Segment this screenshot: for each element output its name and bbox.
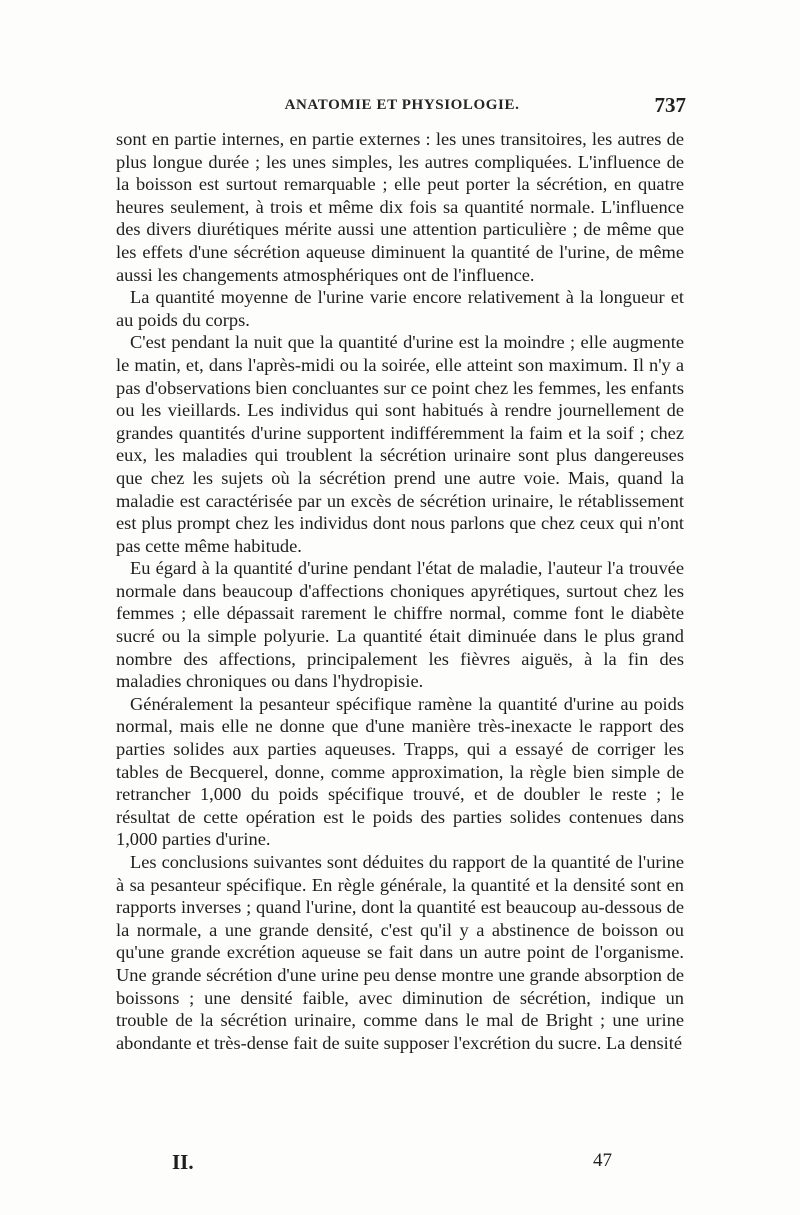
paragraph-2: La quantité moyenne de l'urine varie encore relativement à la longueur et au poids du corps.: [116, 287, 684, 330]
paragraph-1: sont en partie internes, en partie externes : les unes transitoires, les autres de plus longue durée ; les unes simples, les autres compliquées. L'influence de la boisson est surtout remarquable ; elle peut porter la sécrétion, en quatre heures seulement, à trois et même dix fois sa quantité normale. L'influence des divers diurétiques mérite aussi une attention particulière ; de même que les effets d'une sécrétion aqueuse diminuent la quantité de l'urine, de même aussi les changements atmosphériques ont de l'influence.: [116, 129, 684, 285]
page-number: 737: [654, 93, 686, 117]
volume-mark: II.: [172, 1150, 194, 1174]
paragraph-3: C'est pendant la nuit que la quantité d'urine est la moindre ; elle augmente le matin, et, dans l'après-midi ou la soirée, elle atteint son maximum. Il n'y a pas d'observations bien concluantes sur ce point chez les femmes, les enfants ou les vieillards. Les individus qui sont habitués à rendre journellement de grandes quantités d'urine supportent indifféremment la faim et la soif ; chez eux, les maladies qui troublent la sécrétion urinaire sont plus dangereuses que chez les sujets où la sécrétion prend une autre voie. Mais, quand la maladie est caractérisée par un excès de sécrétion urinaire, le rétablissement est plus prompt chez les individus dont nous parlons que chez ceux qui n'ont pas cette même habitude.: [116, 332, 684, 556]
running-title: ANATOMIE ET PHYSIOLOGIE.: [284, 97, 520, 113]
paragraph-4: Eu égard à la quantité d'urine pendant l'état de maladie, l'auteur l'a trouvée normale dans beaucoup d'affections choniques apyrétiques, surtout chez les femmes ; elle dépassait rarement le chiffre normal, comme font le diabète sucré ou la simple polyurie. La quantité était diminuée dans le plus grand nombre des affections, principalement les fièvres aiguës, à la fin des maladies chroniques ou dans l'hydropisie.: [116, 558, 684, 692]
page-footer: [172, 1150, 612, 1180]
paragraph-6: Les conclusions suivantes sont déduites du rapport de la quantité de l'urine à sa pesanteur spécifique. En règle générale, la quantité et la densité sont en rapports inverses ; quand l'urine, dont la quantité est beaucoup au-dessous de la normale, a une grande densité, c'est qu'il y a abstinence de boisson ou qu'une grande excrétion aqueuse se fait dans un autre point de l'organisme. Une grande sécrétion d'une urine peu dense montre une grande absorption de boissons ; une densité faible, avec diminution de sécrétion, indique un trouble de la sécrétion urinaire, comme dans le mal de Bright ; une urine abondante et très-dense fait de suite supposer l'excrétion du sucre. La densité: [116, 852, 684, 1053]
page-header: [118, 93, 686, 123]
signature-mark: 47: [593, 1150, 612, 1171]
paragraph-5: Généralement la pesanteur spécifique ramène la quantité d'urine au poids normal, mais elle ne donne que d'une manière très-inexacte le rapport des parties solides aux parties aqueuses. Trapps, qui a essayé de corriger les tables de Becquerel, donne, comme approximation, la règle bien simple de retrancher 1,000 du poids spécifique trouvé, et de doubler le reste ; le résultat de cette opération est le poids des parties solides contenues dans 1,000 parties d'urine.: [116, 693, 684, 850]
body-text: [116, 128, 684, 1054]
